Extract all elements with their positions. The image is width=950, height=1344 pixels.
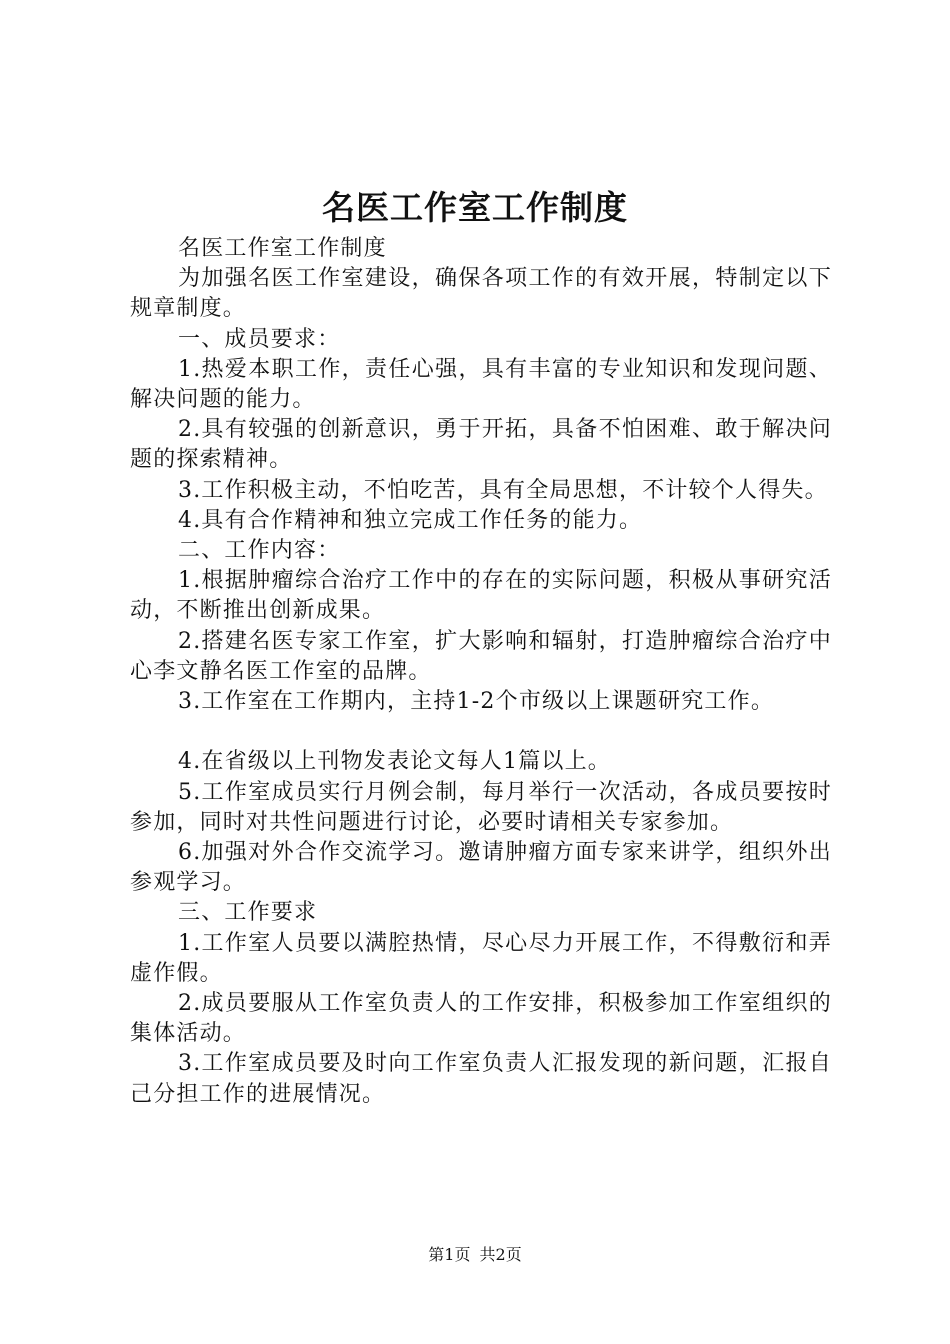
paragraph: 1.根据肿瘤综合治疗工作中的存在的实际问题，积极从事研究活动，不断推出创新成果。	[130, 568, 832, 624]
paragraph: 6.加强对外合作交流学习。邀请肿瘤方面专家来讲学，组织外出参观学习。	[130, 840, 832, 896]
section-heading: 二、工作内容：	[178, 538, 341, 564]
paragraph: 4.在省级以上刊物发表论文每人1篇以上。	[178, 749, 611, 775]
document-title: 名医工作室工作制度	[322, 188, 628, 227]
paragraph: 名医工作室工作制度	[178, 236, 387, 261]
paragraph: 2.搭建名医专家工作室，扩大影响和辐射，打造肿瘤综合治疗中心李文静名医工作室的品牌。	[130, 628, 832, 684]
page-total: 共2页	[479, 1245, 522, 1264]
page-footer	[0, 1244, 950, 1266]
paragraph: 2.具有较强的创新意识，勇于开拓，具备不怕困难、敢于解决问题的探索精神。	[130, 417, 832, 473]
paragraph: 5.工作室成员实行月例会制，每月举行一次活动，各成员要按时参加，同时对共性问题进行讨论，必要时请相关专家参加。	[130, 779, 832, 835]
paragraph: 1.工作室人员要以满腔热情，尽心尽力开展工作，不得敷衍和弄虚作假。	[130, 930, 832, 986]
document-body	[130, 234, 832, 1110]
paragraph: 3.工作室在工作期内，主持1-2个市级以上课题研究工作。	[178, 689, 775, 715]
section-heading: 一、成员要求：	[178, 326, 341, 352]
paragraph: 为加强名医工作室建设，确保各项工作的有效开展，特制定以下规章制度。	[130, 266, 832, 322]
section-heading: 三、工作要求	[178, 900, 318, 926]
paragraph: 3.工作室成员要及时向工作室负责人汇报发现的新问题，汇报自己分担工作的进展情况。	[130, 1051, 832, 1107]
paragraph: 3.工作积极主动，不怕吃苦，具有全局思想，不计较个人得失。	[178, 477, 828, 503]
blank-line	[130, 717, 832, 747]
paragraph: 1.热爱本职工作，责任心强，具有丰富的专业知识和发现问题、解决问题的能力。	[130, 356, 832, 413]
paragraph: 2.成员要服从工作室负责人的工作安排，积极参加工作室组织的集体活动。	[130, 991, 832, 1047]
paragraph: 4.具有合作精神和独立完成工作任务的能力。	[178, 507, 643, 533]
page-number: 第1页	[428, 1245, 471, 1264]
